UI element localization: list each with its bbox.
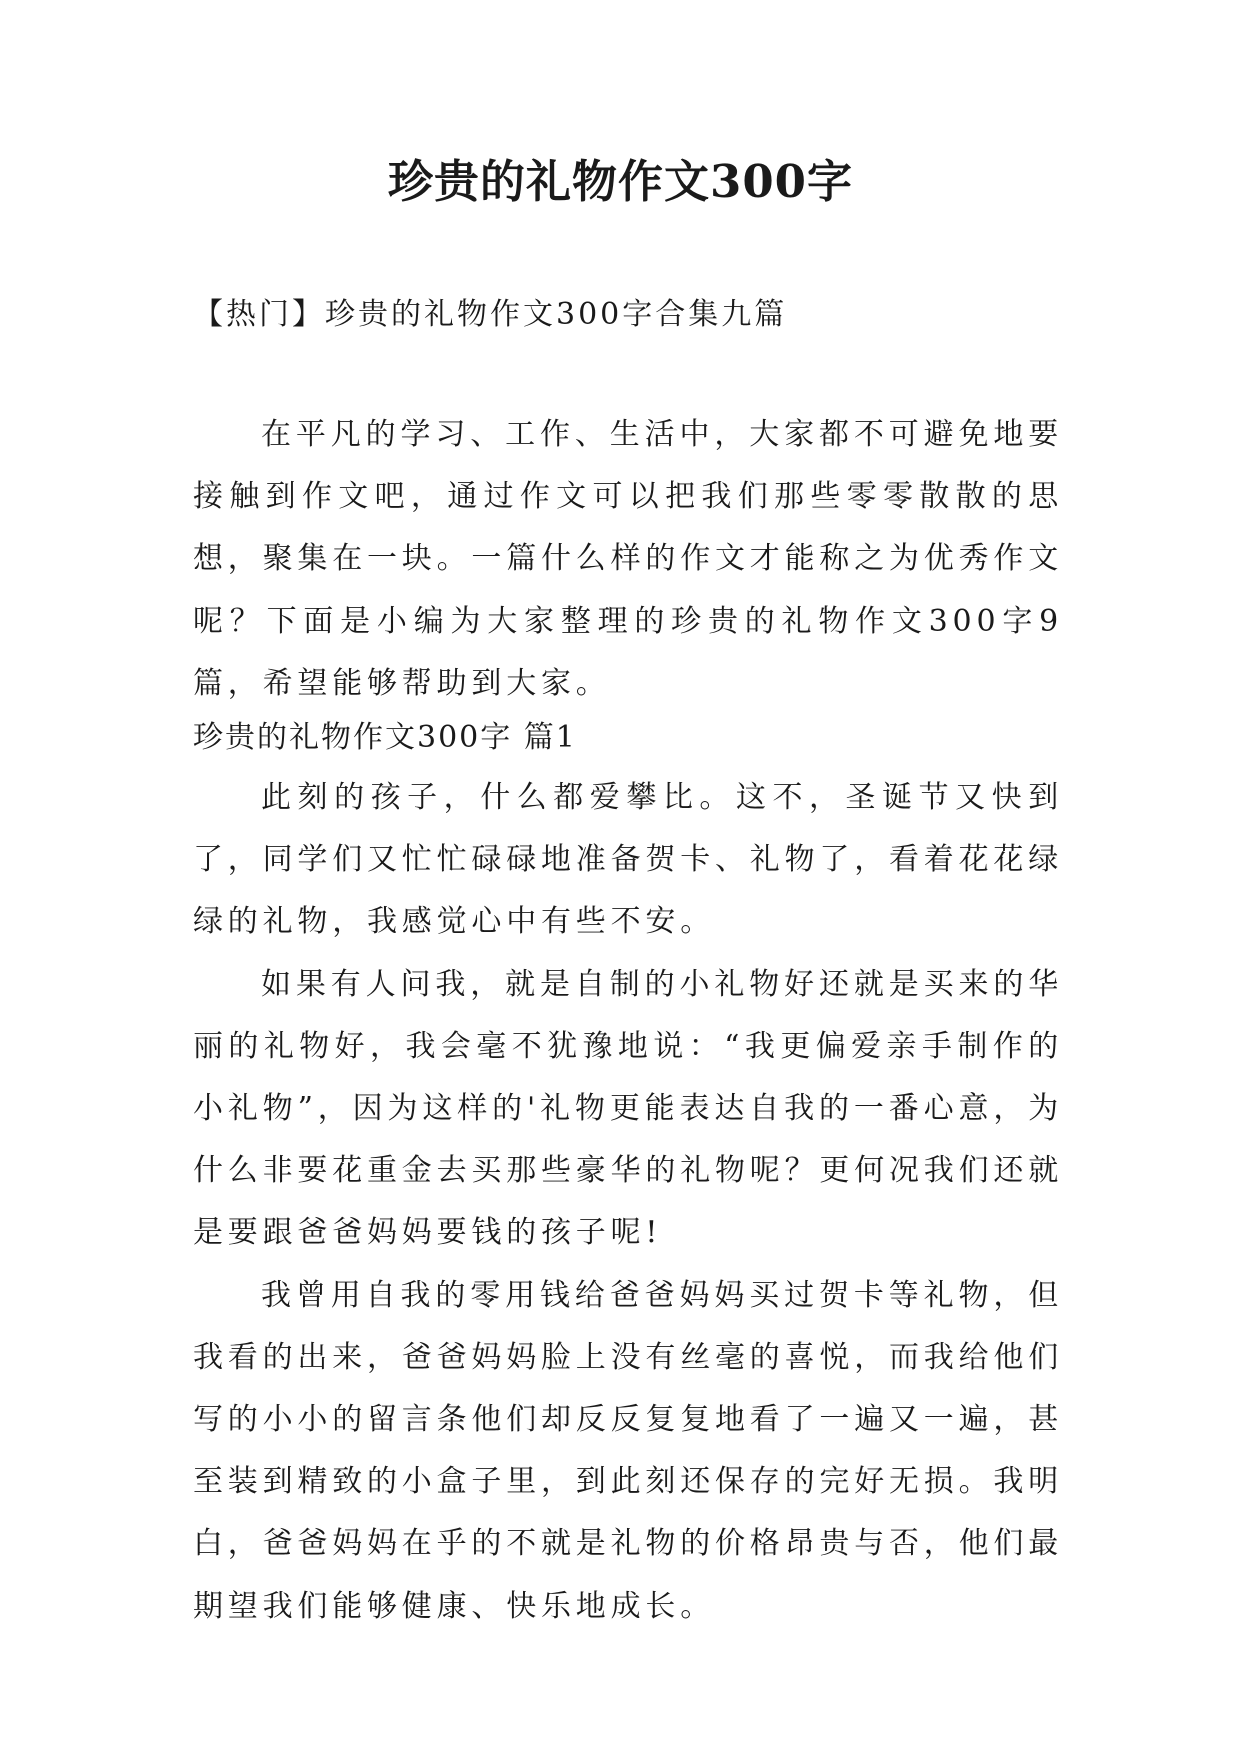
document-title: 珍贵的礼物作文300字 — [388, 155, 853, 208]
section-heading: 珍贵的礼物作文300字 篇1 — [193, 720, 577, 756]
document-body — [193, 404, 1063, 1638]
body-paragraph: 如果有人问我，就是自制的小礼物好还就是买来的华丽的礼物好，我会毫不犹豫地说：“我更偏爱亲手制作的小礼物”，因为这样的'礼物更能表达自我的一番心意，为什么非要花重金去买那些豪华的礼物呢？更何况我们还就是要跟爸爸妈妈要钱的孩子呢! — [193, 966, 1063, 1251]
body-paragraph: 我曾用自我的零用钱给爸爸妈妈买过贺卡等礼物，但我看的出来，爸爸妈妈脸上没有丝毫的喜悦，而我给他们写的小小的留言条他们却反反复复地看了一遍又一遍，甚至装到精致的小盒子里，到此刻还保存的完好无损。我明白，爸爸妈妈在乎的不就是礼物的价格昂贵与否，他们最期望我们能够健康、快乐地成长。 — [193, 1277, 1063, 1624]
body-paragraph: 此刻的孩子，什么都爱攀比。这不，圣诞节又快到了，同学们又忙忙碌碌地准备贺卡、礼物了，看着花花绿绿的礼物，我感觉心中有些不安。 — [193, 780, 1063, 940]
document-subtitle: 【热门】珍贵的礼物作文300字合集九篇 — [193, 297, 788, 332]
intro-paragraph: 在平凡的学习、工作、生活中，大家都不可避免地要接触到作文吧，通过作文可以把我们那些零零散散的思想，聚集在一块。一篇什么样的作文才能称之为优秀作文呢？下面是小编为大家整理的珍贵的礼物作文300字9篇，希望能够帮助到大家。 — [193, 417, 1063, 701]
